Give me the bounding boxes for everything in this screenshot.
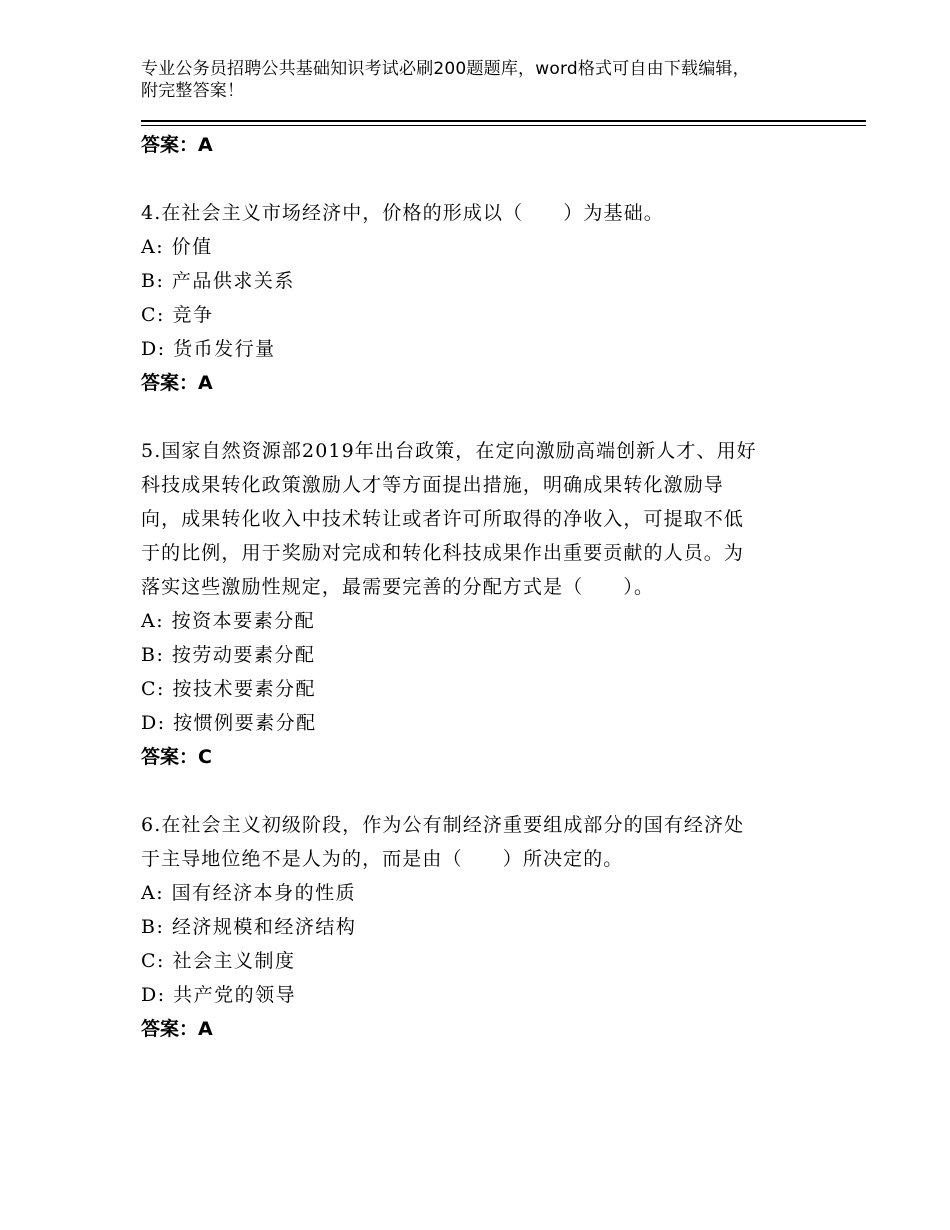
option-a: A: 价值 <box>141 236 213 258</box>
option-d: D: 共产党的领导 <box>141 984 297 1006</box>
header-line-1: 专业公务员招聘公共基础知识考试必刷200题题库，word格式可自由下载编辑， <box>141 59 750 79</box>
option-c: C: 社会主义制度 <box>141 950 296 972</box>
stem-line: 于主导地位绝不是人为的，而是由（ ）所决定的。 <box>141 848 624 870</box>
option-a: A: 按资本要素分配 <box>141 610 316 632</box>
option-c: C: 竞争 <box>141 304 214 326</box>
answer: 答案：A <box>141 1018 213 1040</box>
header-rule-thick <box>141 120 866 122</box>
question-stem <box>141 434 821 604</box>
question-stem <box>141 196 821 230</box>
question-stem <box>141 808 821 876</box>
answer: 答案：C <box>141 746 212 768</box>
option-b: B: 按劳动要素分配 <box>141 644 316 666</box>
question-4 <box>141 196 821 400</box>
option-d: D: 按惯例要素分配 <box>141 712 317 734</box>
stem-line: 科技成果转化政策激励人才等方面提出措施，明确成果转化激励导 <box>141 474 724 496</box>
question-list <box>141 128 821 1046</box>
header-line-2: 附完整答案！ <box>141 81 245 101</box>
header-rule-thin <box>141 125 866 126</box>
stem-line: 4.在社会主义市场经济中，价格的形成以（ ）为基础。 <box>141 202 664 224</box>
question-5 <box>141 434 821 774</box>
document-header <box>141 58 841 102</box>
stem-line: 落实这些激励性规定，最需要完善的分配方式是（ ）。 <box>141 576 655 598</box>
option-d: D: 货币发行量 <box>141 338 276 360</box>
stem-line: 向，成果转化收入中技术转让或者许可所取得的净收入，可提取不低 <box>141 508 745 530</box>
stem-line: 5.国家自然资源部2019年出台政策，在定向激励高端创新人才、用好 <box>141 440 757 462</box>
option-b: B: 产品供求关系 <box>141 270 295 292</box>
spacer <box>141 162 821 196</box>
spacer <box>141 774 821 808</box>
spacer <box>141 400 821 434</box>
option-a: A: 国有经济本身的性质 <box>141 882 357 904</box>
question-6 <box>141 808 821 1046</box>
answer: 答案：A <box>141 372 213 394</box>
option-b: B: 经济规模和经济结构 <box>141 916 357 938</box>
option-c: C: 按技术要素分配 <box>141 678 316 700</box>
stem-line: 于的比例，用于奖励对完成和转化科技成果作出重要贡献的人员。为 <box>141 542 745 564</box>
previous-answer: 答案：A <box>141 134 213 156</box>
stem-line: 6.在社会主义初级阶段，作为公有制经济重要组成部分的国有经济处 <box>141 814 745 836</box>
